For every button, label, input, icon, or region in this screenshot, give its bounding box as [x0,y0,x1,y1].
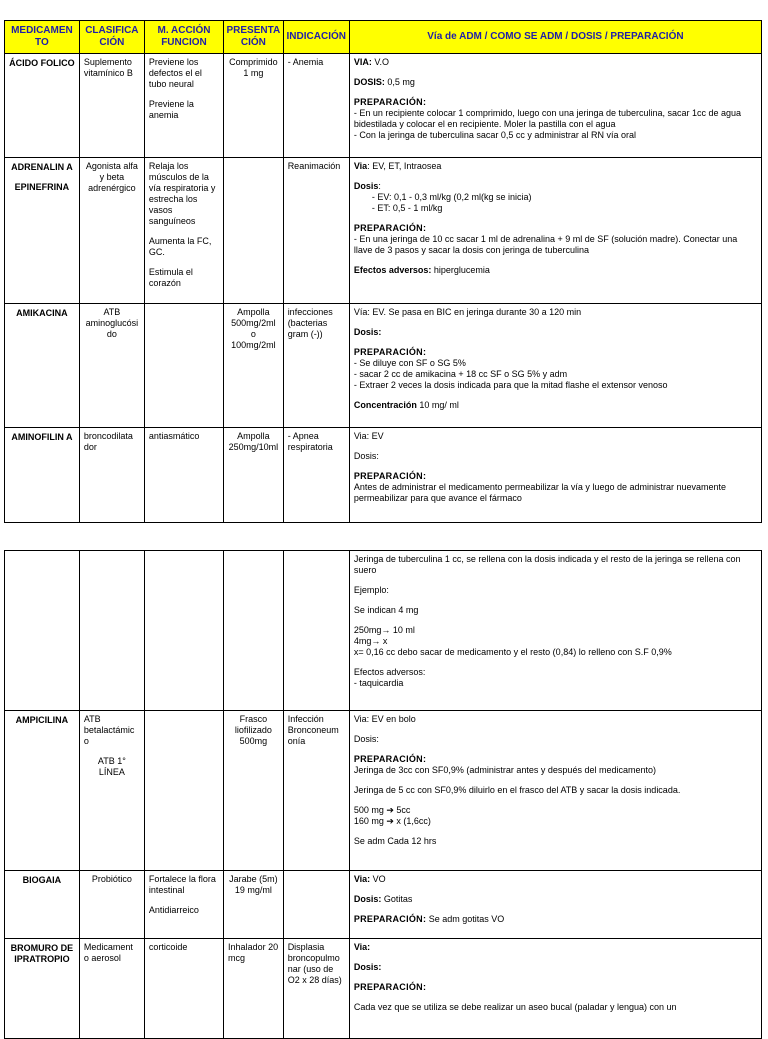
via-line: Vía: EV. Se pasa en BIC en jeringa durante 30 a 120 min [353,307,582,317]
calculation-line: 4mg→ x [353,636,388,646]
mechanism-text: Antidiarreico [148,905,199,915]
medication-table-page-2 [4,550,762,1039]
concentration-value: 10 mg/ ml [416,400,459,410]
empty-cell [144,551,223,711]
dosis-line [354,77,757,88]
example-label: Ejemplo: [353,585,389,595]
dosis-label: Dosis: [353,894,382,904]
drug-presentation: Frasco liofilizado 500mg [224,711,284,871]
dosis-label: Dosis: [353,962,382,972]
drug-administration [349,711,761,871]
dosis-line [354,894,757,905]
table-row [5,158,762,304]
via-line: Via: EV en bolo [353,714,416,724]
table-row [5,711,762,871]
drug-classification: Medicament o aerosol [79,939,144,1039]
preparation-label: PREPARACIÓN: [353,914,427,924]
drug-mechanism [144,158,223,304]
drug-administration-continued [349,551,761,711]
drug-classification: ATB aminoglucósi do [79,304,144,428]
drug-indication: Reanimación [283,158,349,304]
via-line [354,161,757,172]
header-mecanismo-accion: M. ACCIÓN FUNCION [144,21,223,54]
via-value: VO [370,874,386,884]
dosis-label: Dosis [353,181,379,191]
mechanism-text: Previene la anemia [148,99,194,120]
via-label: Via: [353,942,371,952]
table-header-row [5,21,762,54]
preparation-text: - Se diluye con SF o SG 5% [353,358,466,368]
table-row [5,428,762,523]
preparation-block [354,754,757,776]
preparation-text: - En una jeringa de 10 cc sacar 1 ml de adrenalina + 9 ml de SF (solución madre). Conectar una llave de 3 pasos y sacar la dosis con jeringa de tuberculina [353,234,738,255]
drug-classification: broncodilata dor [79,428,144,523]
via-line [354,874,757,885]
drug-presentation [224,158,284,304]
preparation-label: PREPARACIÓN: [353,754,427,764]
via-value: V.O [371,57,390,67]
preparation-label: PREPARACIÓN: [353,223,427,233]
drug-name-primary: ADRENALIN A [11,162,73,172]
calculation-block [354,805,757,827]
table-row [5,871,762,939]
via-label: Via: [353,874,371,884]
dose-item: - EV: 0,1 - 0,3 ml/kg (0,2 ml(kg se inicia) [371,192,532,202]
drug-presentation: Ampolla 500mg/2ml o 100mg/2ml [224,304,284,428]
adverse-label: Efectos adversos: [353,667,426,677]
drug-name: BROMURO DE IPRATROPIO [5,939,80,1039]
adverse-effects-line [354,265,757,276]
drug-name-secondary: EPINEFRINA [14,182,70,192]
table-row [5,54,762,158]
adverse-value: hiperglucemia [431,265,490,275]
drug-presentation: Ampolla 250mg/10ml [224,428,284,523]
drug-indication [283,871,349,939]
preparation-block [354,471,757,504]
dosis-label: DOSIS: [353,77,385,87]
classification-text: ATB betalactámic o [83,714,135,746]
preparation-line [354,914,757,925]
drug-name: ÁCIDO FOLICO [5,54,80,158]
preparation-label: PREPARACIÓN: [353,347,427,357]
header-clasificacion: CLASIFICA CIÓN [79,21,144,54]
empty-cell [283,551,349,711]
drug-indication: Infección Bronconeum onía [283,711,349,871]
drug-classification: Suplemento vitamínico B [79,54,144,158]
via-label: Via [353,161,368,171]
empty-cell [79,551,144,711]
preparation-block [354,97,757,141]
header-via-administracion: Vía de ADM / COMO SE ADM / DOSIS / PREPARACIÓN [349,21,761,54]
drug-mechanism [144,54,223,158]
drug-administration [349,871,761,939]
calculation-line: 160 mg ➔ x (1,6cc) [353,816,431,826]
header-medicamento: MEDICAMEN TO [5,21,80,54]
drug-name: AMINOFILIN A [5,428,80,523]
drug-mechanism: corticoide [144,939,223,1039]
calculation-block [354,625,757,658]
drug-name: AMPICILINA [5,711,80,871]
preparation-text: Cada vez que se utiliza se debe realizar un aseo bucal (paladar y lengua) con un [353,1002,677,1012]
dosis-value: Gotitas [381,894,413,904]
drug-classification: Probiótico [79,871,144,939]
mechanism-text: Estimula el corazón [148,267,193,288]
dosis-line: Dosis: [353,451,379,461]
drug-mechanism [144,871,223,939]
via-line: Via: EV [353,431,384,441]
adverse-label: Efectos adversos: [353,265,432,275]
drug-presentation: Jarabe (5m) 19 mg/ml [224,871,284,939]
preparation-text: - En un recipiente colocar 1 comprimido, luego con una jeringa de tuberculina, sacar 1cc de agua bidestilada y colocar el en recipiente. Moler la pastilla con el agua [353,108,742,129]
mechanism-text: Aumenta la FC, GC. [148,236,212,257]
via-value: : EV, ET, Intraosea [367,161,442,171]
adverse-effects-block [354,667,757,689]
preparation-label: PREPARACIÓN: [353,471,427,481]
preparation-text: Jeringa de 5 cc con SF0,9% diluirlo en el frasco del ATB y sacar la dosis indicada. [353,785,681,795]
drug-classification [79,711,144,871]
drug-mechanism [144,304,223,428]
via-label: VIA: [353,57,372,67]
preparation-block [354,223,757,256]
table-row [5,551,762,711]
example-text: Se indican 4 mg [353,605,419,615]
header-presentacion: PRESENTA CIÓN [224,21,284,54]
preparation-text: - sacar 2 cc de amikacina + 18 cc SF o SG 5% y adm [353,369,568,379]
instruction-text: Jeringa de tuberculina 1 cc, se rellena con la dosis indicada y el resto de la jeringa se rellena con suero [353,554,741,575]
preparation-label: PREPARACIÓN: [353,982,427,992]
drug-classification: Agonista alfa y beta adrenérgico [79,158,144,304]
table-row [5,304,762,428]
concentration-line [354,400,757,411]
dose-item: - ET: 0,5 - 1 ml/kg [371,203,443,213]
preparation-text: Antes de administrar el medicamento permeabilizar la vía y luego de administrar nuevamente permeabilizar para que avance el fármaco [353,482,727,503]
medication-table-page-1 [4,20,762,523]
drug-administration [349,428,761,523]
drug-name: AMIKACINA [5,304,80,428]
calculation-line: x= 0,16 cc debo sacar de medicamento y el resto (0,84) lo relleno con S.F 0,9% [353,647,672,657]
calculation-line: 500 mg ➔ 5cc [353,805,411,815]
dosis-colon: : [378,181,381,191]
drug-indication: infecciones (bacterias gram (-)) [283,304,349,428]
drug-mechanism [144,711,223,871]
drug-name [5,158,80,304]
drug-indication: - Anemia [283,54,349,158]
dosis-label: Dosis: [353,327,382,337]
drug-presentation: Comprimido 1 mg [224,54,284,158]
drug-mechanism: antiasmático [144,428,223,523]
dosis-line: Dosis: [353,734,379,744]
preparation-text: - Extraer 2 veces la dosis indicada para que la mitad flashe el extensor venoso [353,380,668,390]
mechanism-text: Relaja los músculos de la vía respiratoria y estrecha los vasos sanguíneos [148,161,216,226]
empty-cell [224,551,284,711]
dosis-value: 0,5 mg [384,77,415,87]
preparation-label: PREPARACIÓN: [353,97,427,107]
preparation-block [354,347,757,391]
empty-cell [5,551,80,711]
dosis-block [354,181,757,214]
drug-administration [349,304,761,428]
drug-administration [349,54,761,158]
drug-administration [349,158,761,304]
drug-name: BIOGAIA [5,871,80,939]
preparation-text: - Con la jeringa de tuberculina sacar 0,5 cc y administrar al RN vía oral [353,130,636,140]
preparation-text: Jeringa de 3cc con SF0,9% (administrar antes y después del medicamento) [353,765,656,775]
classification-text: ATB 1° LÍNEA [97,756,126,777]
mechanism-text: Fortalece la flora intestinal [148,874,216,895]
mechanism-text: Previene los defectos el el tubo neural [148,57,202,89]
preparation-value: Se adm gotitas VO [426,914,505,924]
adverse-value: - taquicardia [353,678,404,688]
drug-presentation: Inhalador 20 mcg [224,939,284,1039]
drug-indication: - Apnea respiratoria [283,428,349,523]
via-line [354,57,757,68]
drug-indication: Displasia broncopulmo nar (uso de O2 x 28 días) [283,939,349,1039]
frequency-line: Se adm Cada 12 hrs [353,836,437,846]
header-indicacion: INDICACIÓN [283,21,349,54]
concentration-label: Concentración [353,400,417,410]
calculation-line: 250mg→ 10 ml [353,625,415,635]
